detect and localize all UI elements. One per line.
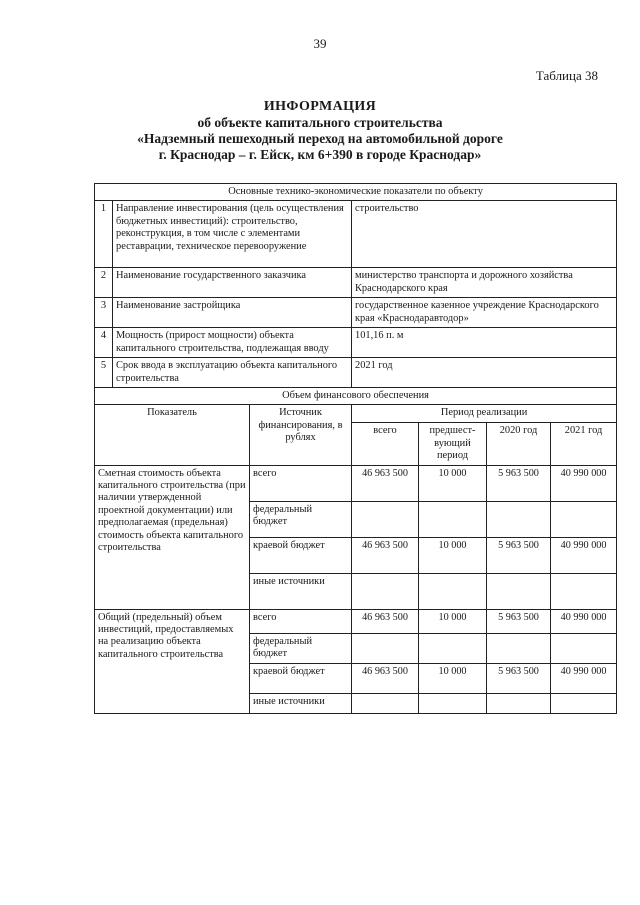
- total-cell: 46 963 500: [352, 609, 419, 633]
- year-2021-cell: [551, 693, 617, 713]
- source-cell: федеральный бюджет: [250, 633, 352, 663]
- row-number: 5: [95, 358, 113, 388]
- page-number: 39: [313, 36, 327, 51]
- previous-period-cell: 10 000: [419, 663, 487, 693]
- object-info-table: [94, 183, 617, 714]
- table-row: [95, 465, 617, 501]
- year-2020-cell: [487, 501, 551, 537]
- column-header-total: всего: [352, 423, 419, 465]
- row-value: 101,16 п. м: [352, 328, 617, 358]
- table-number: Таблица 38: [535, 68, 598, 83]
- object-name-line-2: г. Краснодар – г. Ейск, км 6+390 в городе Краснодар»: [158, 147, 482, 162]
- year-2020-cell: [487, 633, 551, 663]
- source-cell: всего: [250, 465, 352, 501]
- row-value: строительство: [352, 201, 617, 268]
- document-header: [0, 99, 640, 163]
- year-2021-cell: 40 990 000: [551, 609, 617, 633]
- year-2020-cell: [487, 693, 551, 713]
- total-cell: [352, 633, 419, 663]
- row-label: Наименование государственного заказчика: [113, 268, 352, 298]
- table-row: [95, 358, 617, 388]
- object-name-line-1: «Надземный пешеходный переход на автомобильной дороге: [137, 131, 503, 146]
- source-cell: краевой бюджет: [250, 663, 352, 693]
- year-2021-cell: 40 990 000: [551, 663, 617, 693]
- section-main-indicators-title: Основные технико-экономические показатели по объекту: [95, 184, 617, 201]
- previous-period-cell: 10 000: [419, 465, 487, 501]
- total-cell: 46 963 500: [352, 663, 419, 693]
- year-2020-cell: 5 963 500: [487, 663, 551, 693]
- source-cell: всего: [250, 609, 352, 633]
- column-header-source: Источник финансирования, в рублях: [250, 405, 352, 465]
- row-label: Направление инвестирования (цель осуществления бюджетных инвестиций): строительство, реконструкция, в том числе с элементами реставрации, техническое перевооружение: [113, 201, 352, 268]
- column-header-2021: 2021 год: [551, 423, 617, 465]
- previous-period-cell: 10 000: [419, 609, 487, 633]
- row-label: Срок ввода в эксплуатацию объекта капитального строительства: [113, 358, 352, 388]
- previous-period-cell: [419, 633, 487, 663]
- total-cell: [352, 693, 419, 713]
- source-cell: федеральный бюджет: [250, 501, 352, 537]
- year-2020-cell: [487, 573, 551, 609]
- section-financing-title: Объем финансового обеспечения: [95, 388, 617, 405]
- column-header-indicator: Показатель: [95, 405, 250, 465]
- row-number: 1: [95, 201, 113, 268]
- year-2021-cell: 40 990 000: [551, 465, 617, 501]
- year-2021-cell: [551, 501, 617, 537]
- section-header-row: [95, 388, 617, 405]
- row-number: 3: [95, 298, 113, 328]
- total-cell: 46 963 500: [352, 537, 419, 573]
- row-label: Наименование застройщика: [113, 298, 352, 328]
- year-2021-cell: [551, 573, 617, 609]
- column-header-period: Период реализации: [352, 405, 617, 423]
- section-header-row: [95, 184, 617, 201]
- total-cell: [352, 501, 419, 537]
- table-row: [95, 328, 617, 358]
- total-cell: [352, 573, 419, 609]
- previous-period-cell: [419, 693, 487, 713]
- previous-period-cell: [419, 573, 487, 609]
- table-row: [95, 609, 617, 633]
- document-title: ИНФОРМАЦИЯ: [263, 99, 377, 114]
- column-header-row: [95, 405, 617, 423]
- row-number: 4: [95, 328, 113, 358]
- source-cell: иные источники: [250, 693, 352, 713]
- previous-period-cell: [419, 501, 487, 537]
- source-cell: иные источники: [250, 573, 352, 609]
- year-2021-cell: 40 990 000: [551, 537, 617, 573]
- row-number: 2: [95, 268, 113, 298]
- year-2020-cell: 5 963 500: [487, 537, 551, 573]
- table-row: [95, 201, 617, 268]
- table-row: [95, 298, 617, 328]
- row-value: государственное казенное учреждение Краснодарского края «Краснодаравтодор»: [352, 298, 617, 328]
- column-header-previous-period: предшест-вующий период: [419, 423, 487, 465]
- year-2021-cell: [551, 633, 617, 663]
- source-cell: краевой бюджет: [250, 537, 352, 573]
- document-subtitle: об объекте капитального строительства: [197, 115, 443, 130]
- total-cell: 46 963 500: [352, 465, 419, 501]
- row-label: Мощность (прирост мощности) объекта капитального строительства, подлежащая вводу: [113, 328, 352, 358]
- indicator-estimated-cost: Сметная стоимость объекта капитального строительства (при наличии утвержденной проектной документации) или предполагаемая (предельная) стоимость объекта капитального строительства: [95, 465, 250, 609]
- row-value: 2021 год: [352, 358, 617, 388]
- row-value: министерство транспорта и дорожного хозяйства Краснодарского края: [352, 268, 617, 298]
- indicator-total-investment: Общий (предельный) объем инвестиций, предоставляемых на реализацию объекта капитального строительства: [95, 609, 250, 713]
- year-2020-cell: 5 963 500: [487, 465, 551, 501]
- table-row: [95, 268, 617, 298]
- year-2020-cell: 5 963 500: [487, 609, 551, 633]
- column-header-2020: 2020 год: [487, 423, 551, 465]
- previous-period-cell: 10 000: [419, 537, 487, 573]
